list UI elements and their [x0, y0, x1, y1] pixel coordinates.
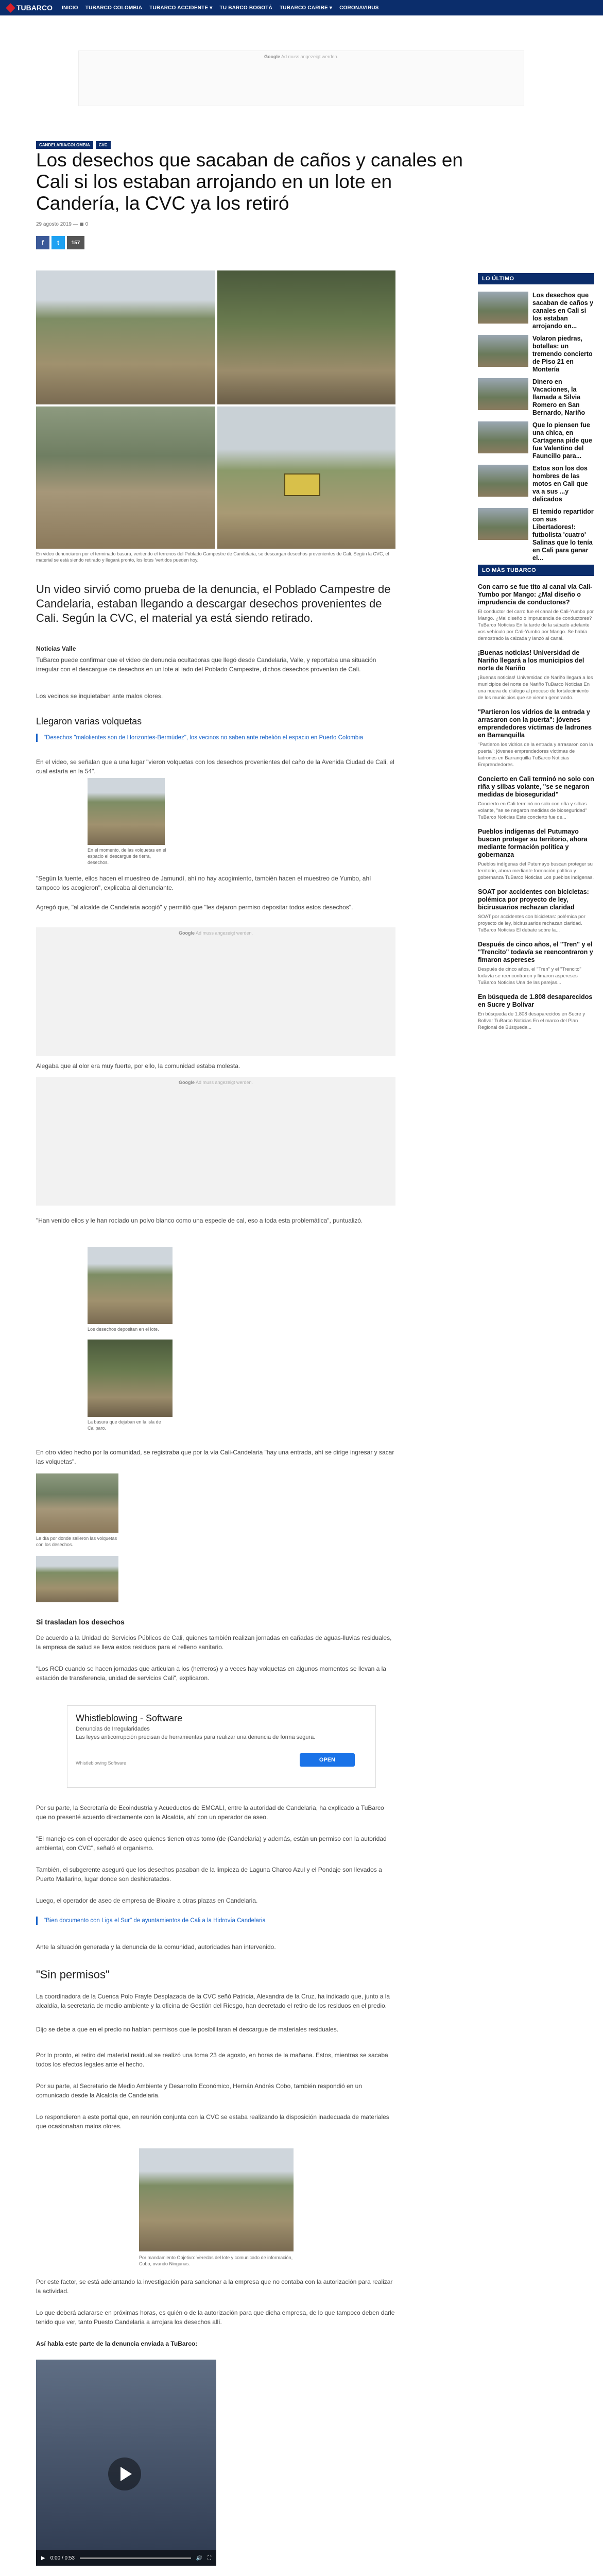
paragraph: Ante la situación generada y la denuncia de la comunidad, autoridades han intervenido.: [36, 1943, 276, 1951]
photo: [36, 270, 215, 404]
nav-item-colombia[interactable]: TUBARCO COLOMBIA: [85, 5, 143, 11]
photo: [217, 270, 395, 404]
paragraph: TuBarco puede confirmar que el video de denuncia ocultadoras que llegó desde Candelaria, Valle, y reportaba una situación irregular con el descargue de desechos en un lote al lado del Poblado Campestre, dichos desechos provenían de Cali.: [36, 656, 376, 673]
paragraph: Lo que deberá aclararse en próximas horas, es quién o de la autorización para que dicha empresa, de lo que tampoco deben darle tenido que ver, tanto Puesto Candelaria a arrojara los desechos allí.: [36, 2309, 395, 2326]
facebook-share-button[interactable]: f: [36, 236, 49, 249]
sidebar-top-item[interactable]: Pueblos indígenas del Putumayo buscan proteger su territorio, ahora mediante formación política y gobernanza Pueblos indígenas del Putumayo buscan proteger su territorio, ahora mediante formación política y gobernanza TuBarco Noticias Los pueblos indígenas.: [478, 828, 594, 880]
category-chip[interactable]: CANDELARIA/COLOMBIA: [36, 141, 93, 149]
paragraph: Por su parte, al Secretario de Medio Ambiente y Desarrollo Económico, Hernán Andrés Cobo, también respondió en un comunicado desde la Alcaldía de Candelaria.: [36, 2082, 363, 2099]
paragraph: Por su parte, la Secretaría de Ecoindustria y Acueductos de EMCALI, entre la autoridad de Candelaria, ha explicado a TuBarco que no presenté acuerdo directamente con la Alcaldía, ahí con un operador de aseo.: [36, 1804, 384, 1821]
paragraph: También, el subgerente aseguró que los desechos pasaban de la limpieza de Laguna Charco Azul y el Pondaje son llevados a Puerto Mallarino, lugar donde son deshidratados.: [36, 1866, 382, 1883]
paragraph: Por lo pronto, el retiro del material residual se realizó una toma 23 de agosto, en horas de la mañana. Estos, mientras se sacaba todos los efectos legales ante el hecho.: [36, 2052, 388, 2068]
sidebar-news-item[interactable]: El temido repartidor con sus Libertadores!: futbolista 'cuatro' Salinas que lo tenía en Cali para ganar el...: [478, 508, 594, 544]
article-meta: 29 agosto 2019 — ◼ 0: [36, 222, 89, 227]
photo: [36, 1556, 118, 1602]
sidebar-news-item[interactable]: Estos son los dos hombres de las motos en Cali que va a sus ...y delicados: [478, 465, 594, 501]
video-progress-bar[interactable]: [80, 2557, 191, 2559]
site-logo[interactable]: TUBARCO: [7, 4, 53, 12]
photo: [36, 1473, 118, 1533]
ad-description: Las leyes anticorrupción precisan de herramientas para realizar una denuncia de forma segura.: [76, 1734, 316, 1740]
paragraph: Lo respondieron a este portal que, en reunión conjunta con la CVC se estaba realizando la disposición inadecuada de materiales que ocasionaban malos olores.: [36, 2113, 389, 2130]
nav-item-inicio[interactable]: INICIO: [62, 5, 78, 11]
widget-title: LO MÁS TUBARCO: [478, 565, 594, 576]
nav-item-bogota[interactable]: TU BARCO BOGOTÁ: [219, 5, 272, 11]
sidebar-top-item[interactable]: ¡Buenas noticias! Universidad de Nariño llegará a los municipios del norte de Nariño ¡Buenas noticias! Universidad de Nariño llegará a los municipios del norte de Nariño TuBarco Noticias En una nueva de diálogo al proceso de fortalecimiento de los municipios que se vienen generando.: [478, 649, 593, 701]
paragraph: Dijo se debe a que en el predio no habían permisos que le posibilitaran el descargue de materiales residuales.: [36, 2026, 339, 2033]
photo-caption: La basura que dejaban en la isla de Caliparo.: [88, 1419, 161, 1431]
section-subtitle: Si trasladan los desechos: [36, 1618, 125, 1626]
play-icon[interactable]: [108, 2458, 141, 2490]
photo-caption: En video denunciaron por el terminado basura, vertiendo el terrenos del Poblado Campestre de Candelaria, se descargan desechos provenientes de Cali. Según la CVC, el material se está siendo retirado y llegará pronto, los lotes 'vertidos pueden hoy.: [36, 551, 389, 563]
sidebar-top-item[interactable]: Concierto en Cali terminó no solo con riña y silbas volante, "se se negaron medidas de bioseguridad" Concierto en Cali terminó no solo con riña y silbas volante, "se se negaron medidas de bioseguridad" TuBarco Noticias Este concierto fue de...: [478, 775, 594, 820]
paragraph: Por este factor, se está adelantando la investigación para sancionar a la empresa que no contaba con la autorización para realizar la actividad.: [36, 2278, 393, 2295]
truck-shape: [284, 473, 320, 496]
inline-ad[interactable]: Google Ad muss angezeigt werden.: [36, 1077, 395, 1206]
ad-subtitle: Denuncias de Irregularidades: [76, 1726, 150, 1732]
sidebar-top-item[interactable]: Con carro se fue tito al canal vía Cali-Yumbo por Mango: ¿Mal diseño o imprudencia de conductores? El conductor del carro fue el canal de Cali-Yumbo por Mango. ¿Mal diseño o imprudencia de conductores? TuBarco Noticias En la tarde de la sábado adelante vos vehículo por Cali-Yumbo por Mango. Se había demostrado la calzada y lanzó al canal.: [478, 583, 594, 641]
article-title: Los desechos que sacaban de caños y canales en Cali si los estaban arrojando en un lote en Candería, la CVC ya los retiró: [36, 149, 463, 214]
news-thumbnail[interactable]: [478, 292, 528, 324]
article-lead: Un video sirvió como prueba de la denuncia, el Poblado Campestre de Candelaria, estaban llegando a descargar desechos provenientes de Cali. Según la CVC, el material ya está siendo retirado.: [36, 583, 391, 624]
sidebar-top-item[interactable]: "Partieron los vidrios de la entrada y arrasaron con la puerta": jóvenes emprendedores víctimas de ladrones en Barranquilla "Partieron los vidrios de la entrada y arrasaron con la puerta": jóvenes emprendedores víctimas de ladrones en Barranquilla TuBarco Noticias Emprendedores.: [478, 708, 593, 768]
share-buttons: [36, 236, 84, 249]
video-time: 0:00 / 0:53: [50, 2555, 75, 2561]
paragraph: La coordinadora de la Cuenca Polo Frayle Desplazada de la CVC señó Patricia, Alexandra de la Cruz, ha indicado que, junto a la alcaldía, la secretaría de medio ambiente y la oficina de Gestión del Riesgo, han decretado el retiro de los residuos en el predio.: [36, 1993, 390, 2009]
article-photo-collage: [36, 270, 395, 563]
paragraph: Los vecinos se inquietaban ante malos olores.: [36, 692, 163, 700]
photo: [217, 406, 395, 549]
paragraph: "El manejo es con el operador de aseo quienes tienen otras tomo (de (Candelaria) y además, están un permiso con la autoridad ambiental, con CVC", señaló el organismo.: [36, 1835, 387, 1852]
paragraph: "Según la fuente, ellos hacen el muestreo de Jamundí, ahí no hay acogimiento, también hacen el muestreo de Yumbo, ahí tampoco los acogieron", explicaba al denunciante.: [36, 875, 371, 891]
related-link[interactable]: "Desechos "malolientes son de Horizontes-Bermúdez", los vecinos no saben ante rebelión el espacio en Puerto Colombia: [36, 734, 395, 742]
paragraph: En el video, se señalan que a una lugar "vieron volquetas con los desechos provenientes del caño de la Avenida Ciudad de Cali, el cual estaría en la 54".: [36, 758, 394, 775]
sidebar-news-item[interactable]: Dinero en Vacaciones, la llamada a Silvia Romero en San Bernardo, Nariño: [478, 378, 594, 414]
twitter-share-button[interactable]: t: [51, 236, 65, 249]
paragraph: Agregó que, "al alcalde de Candelaria acogió" y permitió que "les dejaron permiso depositar todos estos desechos".: [36, 904, 353, 911]
paragraph: "Han venido ellos y le han rociado un polvo blanco como una especie de cal, eso a toda esta problemática", puntualizó.: [36, 1217, 363, 1224]
volume-icon[interactable]: 🔊: [196, 2555, 202, 2561]
photo-caption: Le día por donde salieron las volquetas con los desechos.: [36, 1536, 117, 1547]
paragraph: Así habla este parte de la denuncia enviada a TuBarco:: [36, 2340, 198, 2347]
ad-title: Whistleblowing - Software: [76, 1713, 183, 1723]
section-subtitle: "Sin permisos": [36, 1968, 110, 1981]
sidebar-top-item[interactable]: SOAT por accidentes con bicicletas: polémica por proyecto de ley, bicirusuarios rechazan claridad SOAT por accidentes con bicicletas: polémica por proyecto de ley, bicirusuarios rechazan claridad. TuBarco Noticias El debate sobre la...: [478, 888, 589, 933]
paragraph: Noticias Valle: [36, 645, 76, 652]
ad-open-button[interactable]: OPEN: [300, 1753, 355, 1767]
nav-item-accidente[interactable]: TUBARCO ACCIDENTE ▾: [149, 5, 213, 11]
video-player[interactable]: [36, 2360, 216, 2566]
sidebar: [478, 273, 594, 1031]
video-controls: [36, 2550, 216, 2566]
play-small-icon[interactable]: ▶: [41, 2555, 45, 2561]
sidebar-top-item[interactable]: Después de cinco años, el "Tren" y el "Trencito" todavía se reencontraron y fimaron aspereses Después de cinco años, el "Tren" y el "Trencito" todavía se reencontraron y fimaron aspereses TuBarco Noticias Una de las parejas...: [478, 941, 593, 986]
paragraph: De acuerdo a la Unidad de Servicios Públicos de Cali, quienes también realizan jornadas en cañadas de aguas-lluvias residuales, la empresa de salud se lleva estos residuos para el relleno sanitario.: [36, 1634, 392, 1651]
whistleblowing-ad[interactable]: [67, 1705, 376, 1788]
section-subtitle: Llegaron varias volquetas: [36, 716, 142, 726]
photo-caption: Por mandamiento Objetivo: Veredas del lote y comunicado de información, Cobo, ovando Ningunas.: [139, 2255, 293, 2266]
news-thumbnail[interactable]: [478, 508, 528, 540]
paragraph: Alegaba que al olor era muy fuerte, por ello, la comunidad estaba molesta.: [36, 1062, 240, 1070]
sidebar-top-item[interactable]: En búsqueda de 1.808 desaparecidos en Sucre y Bolívar En búsqueda de 1.808 desaparecidos en Sucre y Bolívar TuBarco Noticias En el marco del Plan Regional de Búsqueda...: [478, 993, 593, 1030]
photo: [36, 406, 215, 549]
paragraph: En otro video hecho por la comunidad, se registraba que por la vía Cali-Candelaria "hay una entrada, ahí se dirige ingresar y sacar las volquetas".: [36, 1449, 394, 1465]
photo: [139, 2148, 294, 2251]
inline-ad[interactable]: Google Ad muss angezeigt werden.: [36, 927, 395, 1056]
fullscreen-icon[interactable]: ⛶: [208, 2555, 211, 2561]
top-ad-banner[interactable]: Google Ad muss angezeigt werden.: [78, 50, 524, 106]
main-nav: [62, 5, 379, 11]
related-link[interactable]: "Bien documento con Liga el Sur" de ayuntamientos de Cali a la Hidrovía Candelaria: [36, 1917, 395, 1925]
paragraph: Luego, el operador de aseo de empresa de Bioaire a otras plazas en Candelaria.: [36, 1897, 258, 1904]
news-thumbnail[interactable]: [478, 335, 528, 367]
photo: [88, 1340, 173, 1417]
paragraph: "Los RCD cuando se hacen jornadas que articulan a los (herreros) y a veces hay volquetas en algunos momentos se llevan a la estación de transferencia, unidad de servicios Cali", explicaron.: [36, 1665, 386, 1682]
ad-source: Whistleblowing Software: [76, 1760, 127, 1766]
news-thumbnail[interactable]: [478, 378, 528, 410]
category-chip[interactable]: CVC: [96, 141, 111, 149]
photo: [88, 1247, 173, 1324]
news-thumbnail[interactable]: [478, 465, 528, 497]
sidebar-news-item[interactable]: Los desechos que sacaban de caños y canales en Cali si los estaban arrojando en...: [478, 292, 594, 328]
breadcrumb: [36, 141, 111, 149]
sidebar-news-item[interactable]: Que lo piensen fue una chica, en Cartagena pide que fue Valentino del Fauncillo para...: [478, 421, 594, 457]
nav-item-coronavirus[interactable]: CORONAVIRUS: [339, 5, 379, 11]
photo-caption: Los desechos depositan en el lote.: [88, 1327, 159, 1332]
top-navbar: [0, 0, 603, 15]
photo-caption: En el momento, de las volquetas en el espacio el descargue de tierra, desechos.: [88, 848, 166, 865]
sidebar-news-item[interactable]: Volaron piedras, botellas: un tremendo concierto de Piso 21 en Montería: [478, 335, 594, 371]
logo-diamond-icon: [6, 3, 15, 12]
photo: [88, 778, 165, 845]
news-thumbnail[interactable]: [478, 421, 528, 453]
nav-item-caribe[interactable]: TUBARCO CARIBE ▾: [279, 5, 333, 11]
widget-title: LO ÚLTIMO: [478, 273, 594, 284]
share-count: 157: [67, 236, 84, 249]
